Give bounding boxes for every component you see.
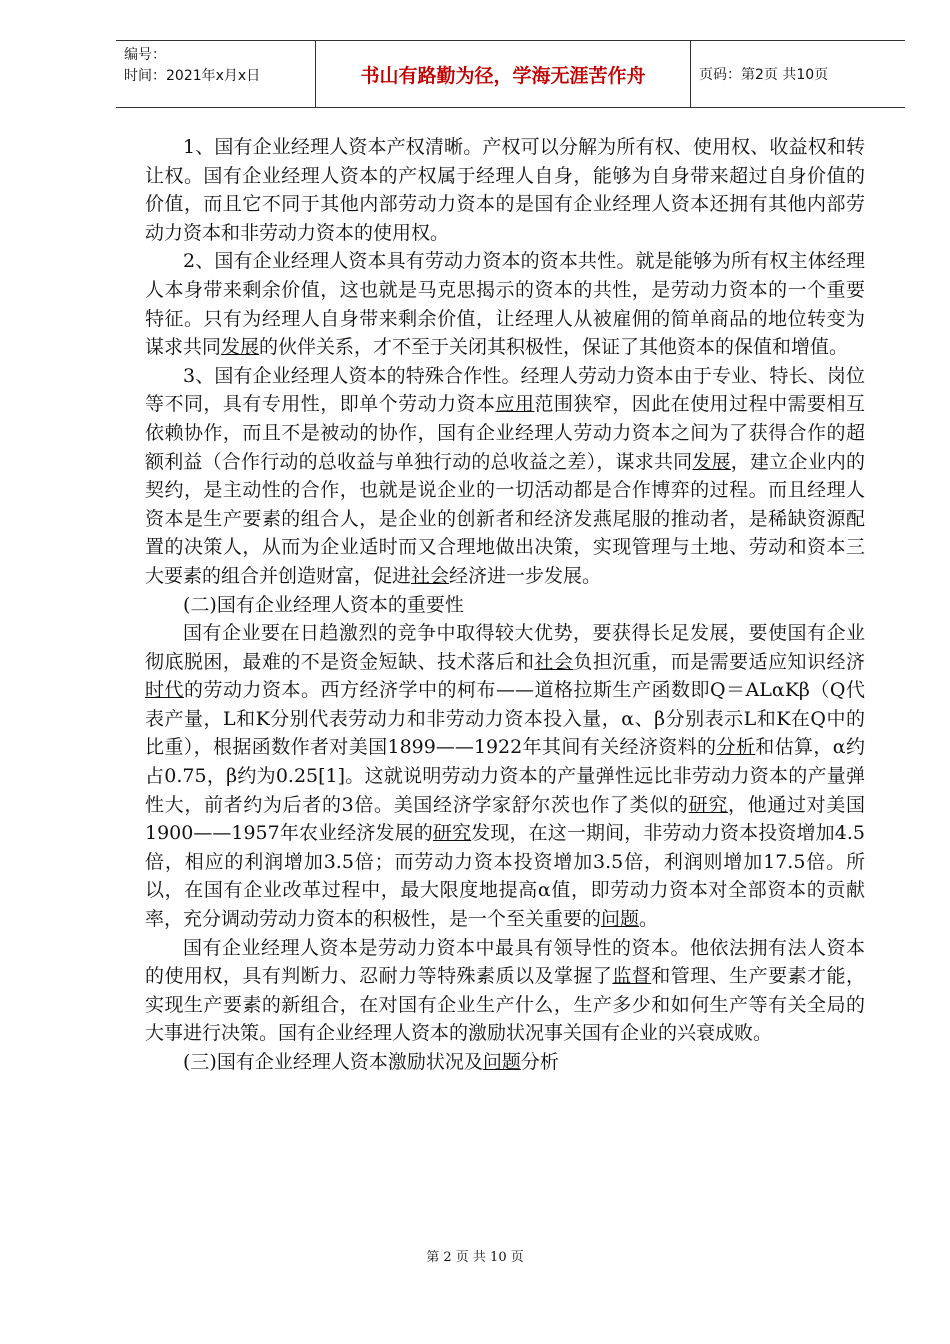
underlined-term: 应用	[495, 393, 535, 416]
underlined-term: 社会	[411, 564, 450, 587]
underlined-term: 研究	[688, 793, 728, 816]
page-header	[116, 40, 905, 108]
underlined-term: 时代	[145, 679, 184, 702]
header-page-info: 页码：第2页 共10页	[699, 67, 829, 83]
underlined-term: 研究	[432, 822, 472, 845]
document-time: 时间：2021年x月x日	[124, 68, 261, 84]
header-meta	[116, 41, 316, 107]
paragraph-1: 1、国有企业经理人资本产权清晰。产权可以分解为所有权、使用权、收益权和转让权。国有企业经理人资本的产权属于经理人自身，能够为自身带来超过自身价值的价值，而且它不同于其他内部劳动力资本的是国有企业经理人资本还拥有其他内部劳动力资本和非劳动力资本的使用权。	[145, 136, 865, 244]
underlined-term: 社会	[534, 650, 574, 673]
underlined-term: 问题	[482, 1051, 521, 1073]
section-heading-3: (三)国有企业经理人资本激励状况及问题分析	[183, 1051, 559, 1073]
header-motto: 书山有路勤为径，学海无涯苦作舟	[316, 41, 691, 107]
page-footer: 第 2 页 共 10 页	[426, 1250, 524, 1265]
paragraph-3: 3、国有企业经理人资本的特殊合作性。经理人劳动力资本由于专业、特长、岗位等不同，具有专用性，即单个劳动力资本应用范围狭窄，因此在使用过程中需要相互依赖协作，而且不是被动的协作，国有企业经理人劳动力资本之间为了获得合作的超额利益（合作行动的总收益与单独行动的总收益之差），谋求共同发展，建立企业内的契约，是主动性的合作，也就是说企业的一切活动都是合作博弈的过程。而且经理人资本是生产要素的组合人，是企业的创新者和经济发燕尾服的推动者，是稀缺资源配置的决策人，从而为企业适时而又合理地做出决策，实现管理与土地、劳动和资本三大要素的组合并创造财富，促进社会经济进一步发展。	[145, 364, 865, 587]
underlined-term: 问题	[601, 908, 640, 931]
section-heading-2: (二)国有企业经理人资本的重要性	[183, 593, 464, 616]
underlined-term: 分析	[716, 736, 756, 759]
paragraph-2: 2、国有企业经理人资本具有劳动力资本的资本共性。就是能够为所有权主体经理人本身带来剩余价值，这也就是马克思揭示的资本的共性，是劳动力资本的一个重要特征。只有为经理人自身带来剩余价值，让经理人从被雇佣的简单商品的地位转变为谋求共同发展的伙伴关系，才不至于关闭其积极性，保证了其他资本的保值和增值。	[145, 250, 865, 359]
document-body	[145, 133, 865, 1077]
paragraph-5: 国有企业经理人资本是劳动力资本中最具有领导性的资本。他依法拥有法人资本的使用权，具有判断力、忍耐力等特殊素质以及掌握了监督和管理、生产要素才能，实现生产要素的新组合，在对国有企业生产什么，生产多少和如何生产等有关全局的大事进行决策。国有企业经理人资本的激励状况事关国有企业的兴衰成败。	[145, 936, 865, 1045]
underlined-term: 发展	[692, 450, 731, 473]
underlined-term: 发展	[221, 336, 260, 359]
paragraph-4: 国有企业要在日趋激烈的竞争中取得较大优势，要获得长足发展，要使国有企业彻底脱困，最难的不是资金短缺、技术落后和社会负担沉重，而是需要适应知识经济时代的劳动力资本。西方经济学中的柯布——道格拉斯生产函数即Q＝ALαKβ（Q代表产量，L和K分别代表劳动力和非劳动力资本投入量，α、β分别表示L和K在Q中的比重），根据函数作者对美国1899——1922年其间有关经济资料的分析和估算，α约占0.75，β约为0.25[1]。这就说明劳动力资本的产量弹性远比非劳动力资本的产量弹性大，前者约为后者的3倍。美国经济学家舒尔茨也作了类似的研究，他通过对美国1900——1957年农业经济发展的研究发现，在这一期间，非劳动力资本投资增加4.5倍，相应的利润增加3.5倍；而劳动力资本投资增加3.5倍，利润则增加17.5倍。所以，在国有企业改革过程中，最大限度地提高α值，即劳动力资本对全部资本的贡献率，充分调动劳动力资本的积极性，是一个至关重要的问题。	[145, 622, 865, 931]
underlined-term: 监督	[612, 965, 652, 988]
document-number-label: 编号：	[124, 47, 166, 63]
